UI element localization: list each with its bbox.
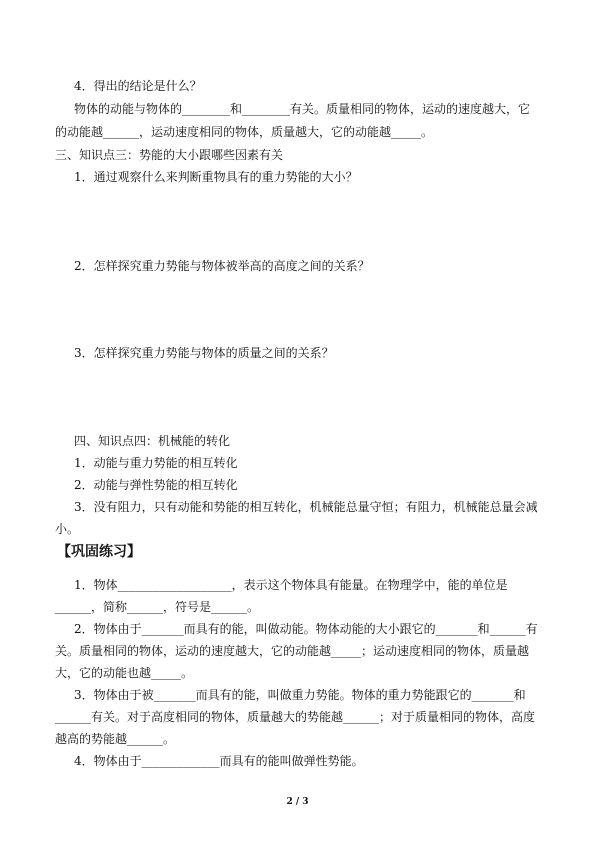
practice-3-line-3: 越高的势能越______。: [55, 732, 176, 746]
practice-1-line-2: ______，简称______，符号是______。: [55, 600, 260, 614]
practice-2-line-1: 2．物体由于_______而具有的能，叫做动能。物体动能的大小跟它的_______和______有: [74, 622, 538, 636]
practice-3-line-2: ______有关。对于高度相同的物体，质量越大的势能越______；对于质量相同的物体，高度: [55, 710, 536, 724]
section-4-title: 四、知识点四：机械能的转化: [74, 434, 231, 448]
section-3-question-3: 3．怎样探究重力势能与物体的质量之间的关系？: [74, 346, 334, 360]
practice-2-line-3: 大，它的动能也越_____。: [55, 666, 194, 680]
section-4-item-1: 1．动能与重力势能的相互转化: [74, 456, 238, 470]
practice-4: 4．物体由于_____________而具有的能叫做弹性势能。: [74, 754, 364, 768]
practice-2-line-2: 关。质量相同的物体，运动的速度越大，它的动能越_____；运动速度相同的物体，质量越: [55, 644, 530, 658]
practice-1-line-1: 1．物体___________________，表示这个物体具有能量。在物理学中，能的单位是: [74, 578, 508, 592]
section-4-item-3-line-2: 小。: [55, 522, 80, 536]
question-4: 4．得出的结论是什么？: [74, 79, 202, 93]
section-4-item-3-line-1: 3．没有阻力，只有动能和势能的相互转化，机械能总量守恒；有阻力，机械能总量会减: [74, 500, 538, 514]
section-3-title: 三、知识点三：势能的大小跟哪些因素有关: [55, 148, 284, 162]
question-4-answer-line-1: 物体的动能与物体的________和________有关。质量相同的物体，运动的速度越大，它: [74, 102, 531, 116]
section-3-question-1: 1．通过观察什么来判断重物具有的重力势能的大小？: [74, 170, 358, 184]
section-4-item-2: 2．动能与弹性势能的相互转化: [74, 478, 238, 492]
question-4-answer-line-2: 的动能越______，运动速度相同的物体，质量越大，它的动能越_____。: [55, 125, 434, 139]
practice-3-line-1: 3．物体由于被_______而具有的能，叫做重力势能。物体的重力势能跟它的_______和: [74, 688, 526, 702]
section-3-question-2: 2．怎样探究重力势能与物体被举高的高度之间的关系？: [74, 259, 370, 273]
page-number: 2 / 3: [286, 797, 309, 807]
practice-heading: 【巩固练习】: [57, 544, 141, 560]
